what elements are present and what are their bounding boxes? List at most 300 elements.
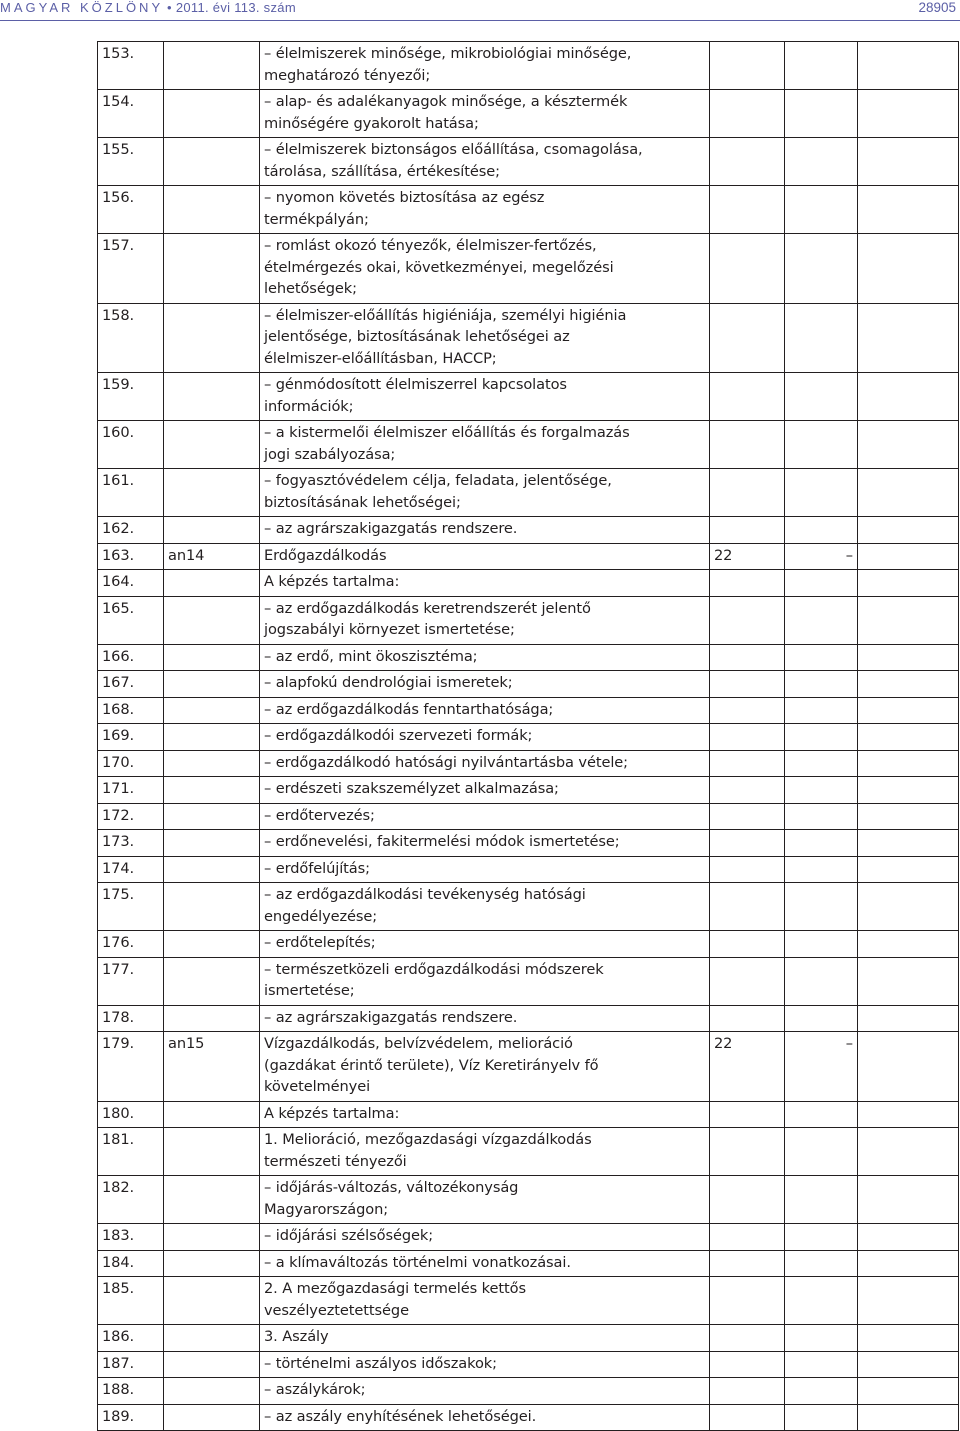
row-code <box>164 671 260 698</box>
row-code <box>164 570 260 597</box>
row-number: 164. <box>98 570 164 597</box>
row-value <box>710 42 785 90</box>
row-empty-cell <box>858 1378 959 1405</box>
row-number: 153. <box>98 42 164 90</box>
row-empty-cell <box>858 856 959 883</box>
row-value <box>710 750 785 777</box>
row-extra <box>785 856 858 883</box>
row-description <box>260 596 710 644</box>
description-line: – erdőtervezés; <box>264 806 375 824</box>
table-row <box>98 856 959 883</box>
row-code <box>164 931 260 958</box>
row-code <box>164 421 260 469</box>
row-code <box>164 517 260 544</box>
row-description <box>260 957 710 1005</box>
description-line: – az erdőgazdálkodás keretrendszerét jelentő <box>264 599 591 617</box>
table-row <box>98 517 959 544</box>
row-code <box>164 186 260 234</box>
description-line: – az erdőgazdálkodási tevékenység hatósági <box>264 886 586 903</box>
description-line: 1. Melioráció, mezőgazdasági vízgazdálkodás <box>264 1131 592 1148</box>
row-value <box>710 1224 785 1251</box>
table-row <box>98 1224 959 1251</box>
row-empty-cell <box>858 543 959 570</box>
row-number: 158. <box>98 303 164 373</box>
row-description <box>260 1128 710 1176</box>
row-value <box>710 138 785 186</box>
row-empty-cell <box>858 1032 959 1102</box>
row-code <box>164 469 260 517</box>
row-extra <box>785 421 858 469</box>
row-description <box>260 1351 710 1378</box>
row-description <box>260 697 710 724</box>
row-code <box>164 42 260 90</box>
description-line: – természetközeli erdőgazdálkodási módszerek <box>264 960 604 978</box>
description-line: – romlást okozó tényezők, élelmiszer-fertőzés, <box>264 237 597 254</box>
row-description <box>260 931 710 958</box>
row-extra <box>785 724 858 751</box>
description-line: engedélyezése; <box>264 907 378 925</box>
description-line: – erdőgazdálkodó hatósági nyilvántartásba vétele; <box>264 753 628 771</box>
row-number: 173. <box>98 830 164 857</box>
description-line: lehetőségek; <box>264 280 357 297</box>
description-line: – időjárási szélsőségek; <box>264 1227 434 1244</box>
row-code <box>164 830 260 857</box>
description-line: tárolása, szállítása, értékesítése; <box>264 162 500 180</box>
description-line: – fogyasztóvédelem célja, feladata, jelentősége, <box>264 472 612 489</box>
description-line: – alapfokú dendrológiai ismeretek; <box>264 674 513 691</box>
row-code <box>164 1250 260 1277</box>
row-number: 179. <box>98 1032 164 1102</box>
description-line: Erdőgazdálkodás <box>264 546 387 564</box>
row-extra <box>785 234 858 304</box>
row-extra <box>785 1005 858 1032</box>
row-extra <box>785 90 858 138</box>
row-empty-cell <box>858 42 959 90</box>
content-table <box>97 41 959 1431</box>
row-extra <box>785 469 858 517</box>
row-code <box>164 750 260 777</box>
row-value <box>710 1404 785 1431</box>
row-description <box>260 724 710 751</box>
description-line: ismertetése; <box>264 982 355 999</box>
row-code <box>164 1277 260 1325</box>
row-number: 186. <box>98 1325 164 1352</box>
table-row <box>98 883 959 931</box>
table-row <box>98 750 959 777</box>
row-empty-cell <box>858 1101 959 1128</box>
row-number: 154. <box>98 90 164 138</box>
row-number: 172. <box>98 803 164 830</box>
row-code <box>164 1176 260 1224</box>
row-extra: – <box>785 543 858 570</box>
row-number: 187. <box>98 1351 164 1378</box>
description-line: meghatározó tényezői; <box>264 66 431 84</box>
row-value <box>710 931 785 958</box>
description-line: A képzés tartalma: <box>264 1104 400 1122</box>
description-line: – történelmi aszályos időszakok; <box>264 1354 497 1372</box>
row-extra <box>785 697 858 724</box>
row-description <box>260 1378 710 1405</box>
row-number: 183. <box>98 1224 164 1251</box>
row-value <box>710 1176 785 1224</box>
row-number: 177. <box>98 957 164 1005</box>
row-extra <box>785 596 858 644</box>
row-value <box>710 856 785 883</box>
table-row <box>98 42 959 90</box>
description-line: – erdőtelepítés; <box>264 934 376 951</box>
table-row <box>98 303 959 373</box>
table-row <box>98 803 959 830</box>
description-line: – az erdőgazdálkodás fenntarthatósága; <box>264 700 554 718</box>
table-row <box>98 186 959 234</box>
row-empty-cell <box>858 421 959 469</box>
row-number: 167. <box>98 671 164 698</box>
description-line: – erdőgazdálkodói szervezeti formák; <box>264 727 533 744</box>
row-description <box>260 138 710 186</box>
row-value <box>710 697 785 724</box>
row-number: 165. <box>98 596 164 644</box>
row-empty-cell <box>858 469 959 517</box>
row-empty-cell <box>858 724 959 751</box>
table-row <box>98 697 959 724</box>
row-empty-cell <box>858 596 959 644</box>
row-code <box>164 777 260 804</box>
row-code <box>164 957 260 1005</box>
row-extra <box>785 1351 858 1378</box>
row-code <box>164 1224 260 1251</box>
row-extra <box>785 803 858 830</box>
description-line: – az erdő, mint ökoszisztéma; <box>264 647 478 665</box>
row-description <box>260 373 710 421</box>
row-empty-cell <box>858 1005 959 1032</box>
row-description <box>260 469 710 517</box>
row-extra <box>785 883 858 931</box>
description-line: jogi szabályozása; <box>264 445 396 463</box>
separator-bullet: • <box>167 0 172 15</box>
row-number: 180. <box>98 1101 164 1128</box>
description-line: 2. A mezőgazdasági termelés kettős <box>264 1280 526 1297</box>
row-code: an14 <box>164 543 260 570</box>
description-line: ételmérgezés okai, következményei, megelőzési <box>264 258 614 276</box>
row-number: 156. <box>98 186 164 234</box>
row-value <box>710 234 785 304</box>
row-number: 184. <box>98 1250 164 1277</box>
row-empty-cell <box>858 1224 959 1251</box>
row-value <box>710 303 785 373</box>
description-line: A képzés tartalma: <box>264 573 400 590</box>
description-line: biztosításának lehetőségei; <box>264 493 461 511</box>
row-value <box>710 1378 785 1405</box>
description-line: – alap- és adalékanyagok minősége, a késztermék <box>264 93 628 110</box>
row-number: 160. <box>98 421 164 469</box>
table-row <box>98 931 959 958</box>
row-number: 178. <box>98 1005 164 1032</box>
table-row <box>98 138 959 186</box>
row-code <box>164 90 260 138</box>
description-line: információk; <box>264 397 354 415</box>
table-row <box>98 570 959 597</box>
table-row <box>98 421 959 469</box>
row-number: 170. <box>98 750 164 777</box>
row-description <box>260 644 710 671</box>
row-empty-cell <box>858 1351 959 1378</box>
row-description <box>260 1101 710 1128</box>
row-description <box>260 543 710 570</box>
row-extra <box>785 517 858 544</box>
row-code <box>164 697 260 724</box>
table-row <box>98 1351 959 1378</box>
description-line: – időjárás-változás, változékonyság <box>264 1179 519 1196</box>
row-empty-cell <box>858 671 959 698</box>
description-line: – erdészeti szakszemélyzet alkalmazása; <box>264 780 559 797</box>
table-row <box>98 373 959 421</box>
table-row <box>98 1378 959 1405</box>
table-row <box>98 1176 959 1224</box>
row-value <box>710 883 785 931</box>
row-extra <box>785 42 858 90</box>
row-description <box>260 750 710 777</box>
row-empty-cell <box>858 644 959 671</box>
row-value <box>710 373 785 421</box>
row-empty-cell <box>858 517 959 544</box>
row-extra <box>785 957 858 1005</box>
row-empty-cell <box>858 777 959 804</box>
row-description <box>260 1250 710 1277</box>
table-row <box>98 957 959 1005</box>
description-line: – génmódosított élelmiszerrel kapcsolatos <box>264 376 567 393</box>
row-description <box>260 1277 710 1325</box>
row-extra <box>785 303 858 373</box>
row-number: 168. <box>98 697 164 724</box>
row-empty-cell <box>858 90 959 138</box>
description-line: – az agrárszakigazgatás rendszere. <box>264 520 518 537</box>
row-extra: – <box>785 1032 858 1102</box>
row-description <box>260 856 710 883</box>
row-code <box>164 1351 260 1378</box>
row-code <box>164 138 260 186</box>
row-extra <box>785 1224 858 1251</box>
row-value <box>710 1351 785 1378</box>
row-description <box>260 1032 710 1102</box>
row-description <box>260 90 710 138</box>
row-description <box>260 883 710 931</box>
description-line: jelentősége, biztosításának lehetőségei az <box>264 328 570 345</box>
row-empty-cell <box>858 957 959 1005</box>
row-value <box>710 570 785 597</box>
row-empty-cell <box>858 830 959 857</box>
row-extra <box>785 671 858 698</box>
row-extra <box>785 1128 858 1176</box>
row-empty-cell <box>858 186 959 234</box>
row-empty-cell <box>858 570 959 597</box>
running-head <box>0 0 296 15</box>
row-number: 182. <box>98 1176 164 1224</box>
row-description <box>260 517 710 544</box>
description-line: termékpályán; <box>264 210 369 228</box>
description-line: minőségére gyakorolt hatása; <box>264 114 479 132</box>
description-line: élelmiszer-előállításban, HACCP; <box>264 349 497 367</box>
row-value <box>710 1250 785 1277</box>
description-line: követelményei <box>264 1078 371 1095</box>
row-description <box>260 421 710 469</box>
row-empty-cell <box>858 1128 959 1176</box>
table-row <box>98 1325 959 1352</box>
row-empty-cell <box>858 1404 959 1431</box>
table-row <box>98 1404 959 1431</box>
table-row <box>98 543 959 570</box>
row-extra <box>785 1250 858 1277</box>
table-row <box>98 644 959 671</box>
row-code <box>164 596 260 644</box>
row-number: 155. <box>98 138 164 186</box>
row-empty-cell <box>858 373 959 421</box>
row-number: 176. <box>98 931 164 958</box>
row-description <box>260 777 710 804</box>
row-code <box>164 856 260 883</box>
row-number: 174. <box>98 856 164 883</box>
table-row <box>98 1005 959 1032</box>
row-value: 22 <box>710 1032 785 1102</box>
row-number: 169. <box>98 724 164 751</box>
row-value <box>710 1128 785 1176</box>
row-code <box>164 883 260 931</box>
table-row <box>98 234 959 304</box>
row-extra <box>785 1101 858 1128</box>
row-value <box>710 596 785 644</box>
row-description <box>260 186 710 234</box>
row-code <box>164 644 260 671</box>
row-extra <box>785 1277 858 1325</box>
description-line: – élelmiszerek biztonságos előállítása, csomagolása, <box>264 141 643 158</box>
description-line: – a klímaváltozás történelmi vonatkozásai. <box>264 1253 571 1271</box>
row-number: 175. <box>98 883 164 931</box>
description-line: – az agrárszakigazgatás rendszere. <box>264 1008 518 1026</box>
row-description <box>260 803 710 830</box>
row-code <box>164 1404 260 1431</box>
row-code <box>164 1101 260 1128</box>
row-extra <box>785 830 858 857</box>
description-line: – aszálykárok; <box>264 1381 366 1398</box>
journal-title: MAGYAR KÖZLÖNY <box>0 0 164 15</box>
row-description <box>260 303 710 373</box>
description-line: – élelmiszerek minősége, mikrobiológiai minősége, <box>264 45 632 62</box>
row-code <box>164 303 260 373</box>
row-code <box>164 373 260 421</box>
row-extra <box>785 1404 858 1431</box>
row-number: 166. <box>98 644 164 671</box>
row-description <box>260 234 710 304</box>
row-number: 189. <box>98 1404 164 1431</box>
description-line: – erdőfelújítás; <box>264 859 370 877</box>
row-code <box>164 1128 260 1176</box>
row-empty-cell <box>858 1176 959 1224</box>
row-value <box>710 724 785 751</box>
row-code <box>164 234 260 304</box>
table-row <box>98 1128 959 1176</box>
row-description <box>260 1224 710 1251</box>
row-value <box>710 421 785 469</box>
row-empty-cell <box>858 697 959 724</box>
table-row <box>98 777 959 804</box>
row-code <box>164 1325 260 1352</box>
row-value <box>710 830 785 857</box>
row-value <box>710 1325 785 1352</box>
row-empty-cell <box>858 234 959 304</box>
table-row <box>98 724 959 751</box>
table-row <box>98 1032 959 1102</box>
row-empty-cell <box>858 750 959 777</box>
row-extra <box>785 186 858 234</box>
row-empty-cell <box>858 1250 959 1277</box>
description-line: 3. Aszály <box>264 1328 329 1345</box>
row-value <box>710 957 785 1005</box>
description-line: jogszabályi környezet ismertetése; <box>264 621 515 638</box>
description-line: Vízgazdálkodás, belvízvédelem, melioráció <box>264 1035 573 1052</box>
table-row <box>98 671 959 698</box>
table-body <box>98 42 959 1431</box>
row-extra <box>785 644 858 671</box>
description-line: – erdőnevelési, fakitermelési módok ismertetése; <box>264 833 620 850</box>
row-value <box>710 186 785 234</box>
row-description <box>260 1404 710 1431</box>
row-code <box>164 724 260 751</box>
row-value <box>710 90 785 138</box>
row-description <box>260 42 710 90</box>
row-number: 157. <box>98 234 164 304</box>
row-extra <box>785 750 858 777</box>
row-empty-cell <box>858 138 959 186</box>
page-header <box>0 0 960 22</box>
table-row <box>98 90 959 138</box>
row-code <box>164 803 260 830</box>
issue-label: 2011. évi 113. szám <box>175 0 296 15</box>
row-number: 161. <box>98 469 164 517</box>
table-row <box>98 596 959 644</box>
table-row <box>98 1250 959 1277</box>
row-extra <box>785 931 858 958</box>
row-description <box>260 830 710 857</box>
description-line: – nyomon követés biztosítása az egész <box>264 189 545 206</box>
row-number: 162. <box>98 517 164 544</box>
description-line: Magyarországon; <box>264 1200 389 1218</box>
row-description <box>260 1325 710 1352</box>
row-extra <box>785 373 858 421</box>
description-line: – élelmiszer-előállítás higiéniája, személyi higiénia <box>264 306 627 324</box>
row-value <box>710 1005 785 1032</box>
row-number: 171. <box>98 777 164 804</box>
table-row <box>98 830 959 857</box>
row-description <box>260 1176 710 1224</box>
description-line: (gazdákat érintő területe), Víz Keretirányelv fő <box>264 1056 599 1074</box>
row-description <box>260 671 710 698</box>
row-extra <box>785 777 858 804</box>
table-row <box>98 1277 959 1325</box>
row-empty-cell <box>858 1325 959 1352</box>
row-value <box>710 803 785 830</box>
row-code <box>164 1378 260 1405</box>
row-extra <box>785 1176 858 1224</box>
row-value <box>710 517 785 544</box>
row-value <box>710 1277 785 1325</box>
row-extra <box>785 138 858 186</box>
row-description <box>260 570 710 597</box>
row-value <box>710 644 785 671</box>
row-extra <box>785 570 858 597</box>
row-number: 181. <box>98 1128 164 1176</box>
row-empty-cell <box>858 1277 959 1325</box>
table-row <box>98 1101 959 1128</box>
row-code: an15 <box>164 1032 260 1102</box>
